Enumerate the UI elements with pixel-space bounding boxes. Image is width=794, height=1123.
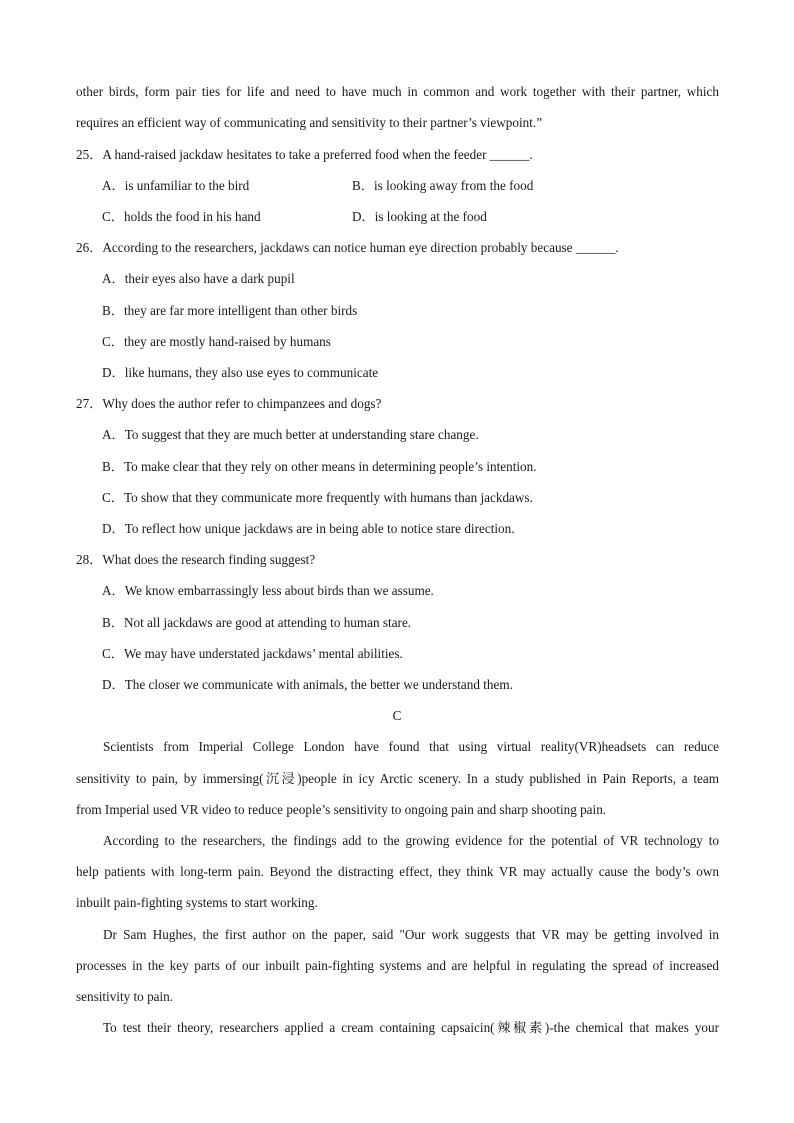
passage-line-7: Dr Sam Hughes, the first author on the paper, said "Our work suggests that VR may be getting involved in <box>103 927 719 942</box>
question-25-option-a: A．is unfamiliar to the bird <box>102 178 250 193</box>
passage-line-9: sensitivity to pain. <box>76 989 174 1004</box>
passage-line-6: inbuilt pain-fighting systems to start working. <box>76 895 318 910</box>
question-28-option-b: B．Not all jackdaws are good at attending to human stare. <box>102 615 412 630</box>
section-label: C <box>392 708 402 723</box>
question-25-option-b: B．is looking away from the food <box>352 178 534 193</box>
question-25-stem: 25．A hand-raised jackdaw hesitates to take a preferred food when the feeder ______. <box>76 147 533 162</box>
question-26-option-a: A．their eyes also have a dark pupil <box>102 271 295 286</box>
question-28-option-d: D．The closer we communicate with animals, the better we understand them. <box>102 677 513 692</box>
question-26-stem: 26．According to the researchers, jackdaws can notice human eye direction probably because ______. <box>76 240 619 255</box>
question-26-option-c: C．they are mostly hand-raised by humans <box>102 334 331 349</box>
question-27-option-a: A．To suggest that they are much better at understanding stare change. <box>102 427 479 442</box>
question-27-option-c: C．To show that they communicate more frequently with humans than jackdaws. <box>102 490 533 505</box>
passage-line-3: from Imperial used VR video to reduce people’s sensitivity to ongoing pain and sharp shooting pain. <box>76 802 607 817</box>
passage-line-2: sensitivity to pain, by immersing(沉浸)people in icy Arctic scenery. In a study published in Pain Reports, a team <box>76 771 719 786</box>
question-25-option-d: D．is looking at the food <box>352 209 487 224</box>
question-27-option-b: B．To make clear that they rely on other means in determining people’s intention. <box>102 459 537 474</box>
passage-line-5: help patients with long-term pain. Beyond the distracting effect, they think VR may actually cause the body’s own <box>76 864 719 879</box>
question-27-stem: 27．Why does the author refer to chimpanzees and dogs? <box>76 396 382 411</box>
question-25-option-c: C．holds the food in his hand <box>102 209 261 224</box>
passage-line-1: Scientists from Imperial College London have found that using virtual reality(VR)headsets can reduce <box>103 739 719 754</box>
passage-line-10: To test their theory, researchers applied a cream containing capsaicin(辣椒素)-the chemical that makes your <box>103 1020 719 1035</box>
question-26-option-d: D．like humans, they also use eyes to communicate <box>102 365 379 380</box>
passage-line-8: processes in the key parts of our inbuilt pain-fighting systems and are helpful in regulating the spread of increased <box>76 958 719 973</box>
question-28-option-c: C．We may have understated jackdaws’ mental abilities. <box>102 646 403 661</box>
passage-line-4: According to the researchers, the findings add to the growing evidence for the potential of VR technology to <box>103 833 719 848</box>
question-26-option-b: B．they are far more intelligent than other birds <box>102 303 358 318</box>
intro-line-1: other birds, form pair ties for life and need to have much in common and work together with their partner, which <box>76 84 719 99</box>
question-28-stem: 28．What does the research finding suggest? <box>76 552 316 567</box>
question-28-option-a: A．We know embarrassingly less about birds than we assume. <box>102 583 434 598</box>
question-27-option-d: D．To reflect how unique jackdaws are in being able to notice stare direction. <box>102 521 515 536</box>
intro-line-2: requires an efficient way of communicating and sensitivity to their partner’s viewpoint.” <box>76 115 543 130</box>
